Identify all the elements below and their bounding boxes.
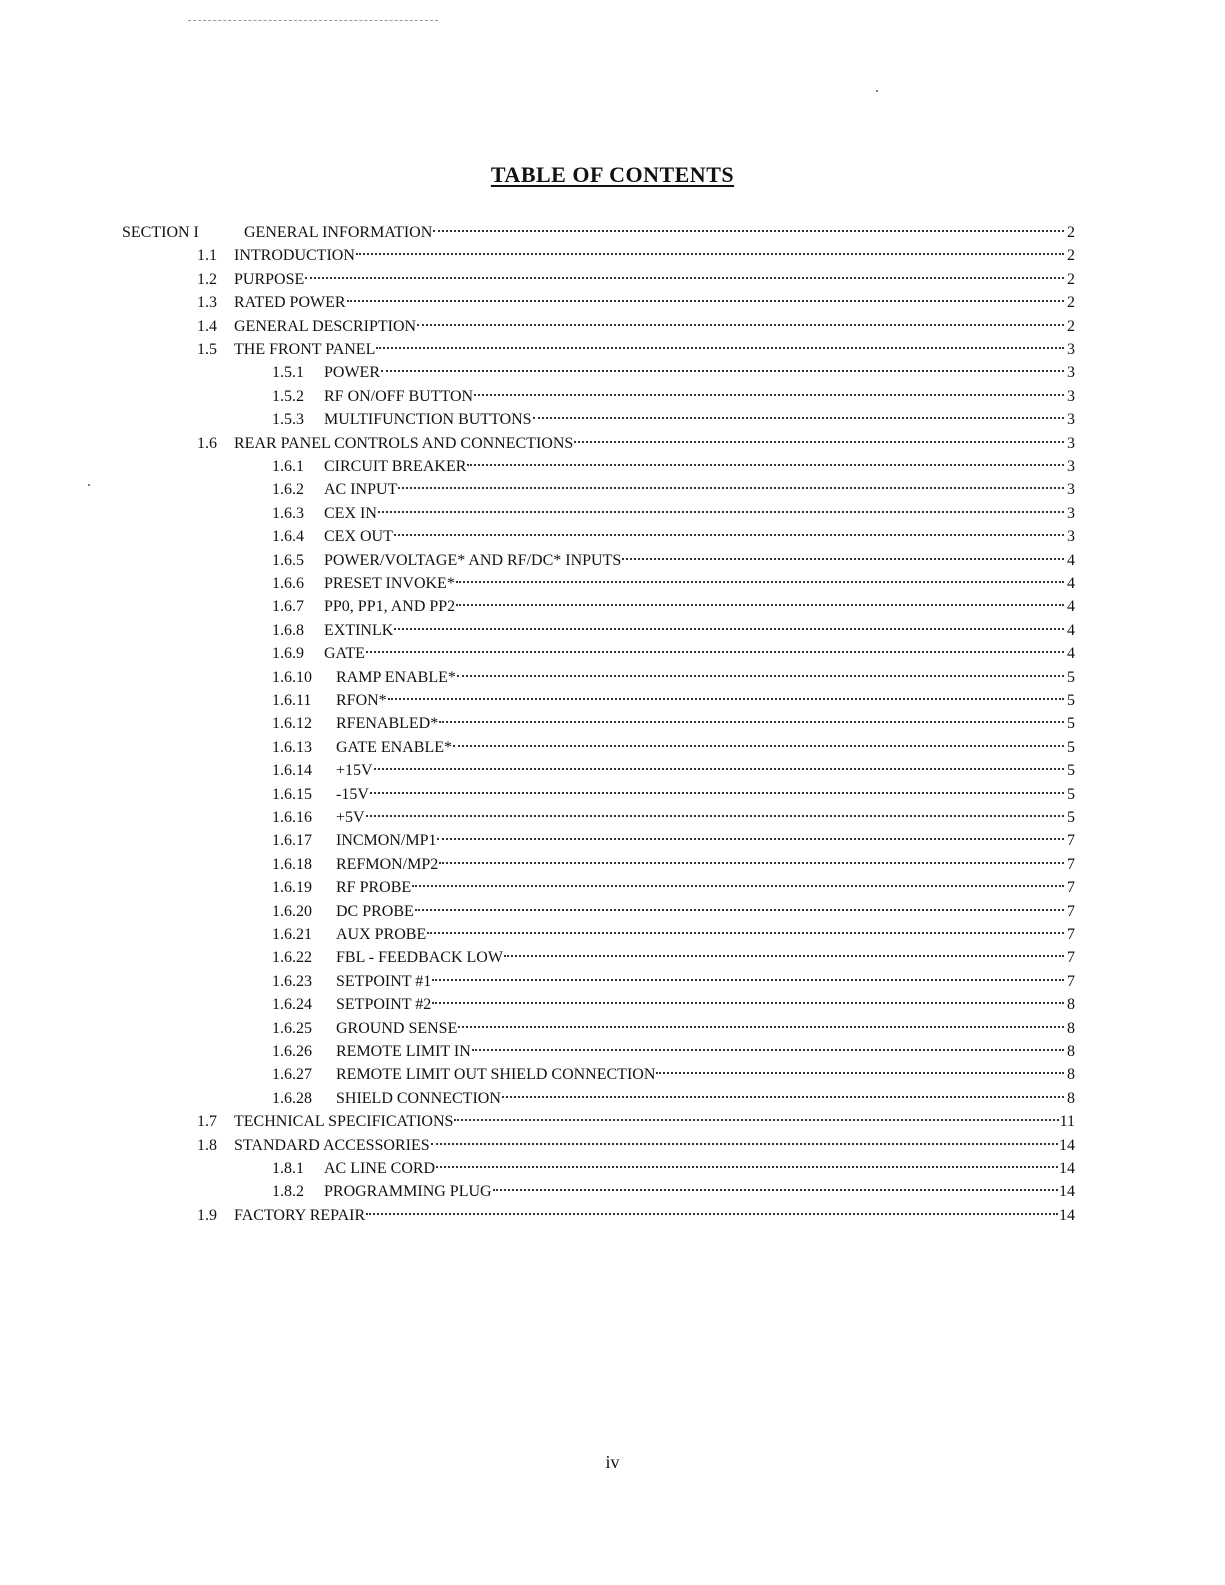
toc-entry-label: POWER [324,364,380,382]
toc-entry [197,1127,1075,1154]
toc-entry-page: 3 [1067,528,1075,546]
dot-leader [347,284,1064,307]
toc-entry-label: MULTIFUNCTION BUTTONS [324,411,532,429]
toc-entry-number: 1.5.2 [272,387,304,405]
toc-entry [272,612,1075,639]
toc-entry [272,1080,1075,1107]
toc-entry-page: 2 [1067,270,1075,288]
toc-entry-page: 5 [1067,715,1075,733]
dot-leader [574,425,1064,448]
toc-entry-label: PP0, PP1, AND PP2 [324,598,456,616]
toc-entry [272,776,1075,803]
toc-entry-label: RATED POWER [234,294,346,312]
toc-entry [272,705,1075,733]
toc-entry-number: 1.6.1 [272,458,304,475]
toc-entry-label: EXTINLK [324,621,394,639]
dot-leader [356,237,1064,260]
toc-entry-label: RAMP ENABLE* [336,668,456,686]
toc-entry-label: REMOTE LIMIT IN [336,1043,471,1060]
toc-entry-number: 1.5.3 [272,411,304,429]
toc-entry-page: 4 [1067,598,1075,616]
toc-entry-number: 1.6.23 [272,972,312,990]
toc-entry [272,916,1075,943]
toc-entry [272,1010,1075,1037]
toc-entry-number: 1.6.26 [272,1043,312,1060]
toc-entry-number: 1.6.20 [272,902,312,920]
dot-leader [456,588,1064,611]
toc-entry-page: 3 [1067,411,1075,429]
toc-entry [272,846,1075,873]
toc-entry-page: 7 [1067,949,1075,967]
toc-entry-label: RF ON/OFF BUTTON [324,387,474,405]
toc-entry-number: 1.6.13 [272,738,312,756]
toc-entry [272,354,1075,382]
toc-entry [272,495,1075,522]
dot-leader [439,846,1064,869]
toc-entry-number: 1.2 [197,270,217,288]
dot-leader [453,729,1064,752]
toc-entry-page: 5 [1067,809,1075,826]
toc-entry-number: 1.6.27 [272,1066,312,1084]
toc-entry-label: SETPOINT #2 [336,996,432,1014]
toc-entry-page: 2 [1067,317,1075,335]
toc-entry-label: -15V [336,785,369,803]
toc-entry [272,635,1075,663]
toc-entry-number: 1.3 [197,294,217,312]
toc-entry [197,1197,1075,1224]
toc-entry-label: RFON* [336,692,387,709]
dot-leader [376,331,1064,354]
toc-entry-page: 4 [1067,645,1075,663]
dot-leader [374,752,1064,775]
toc-entry-number: 1.6.7 [272,598,304,616]
dot-leader [533,401,1064,424]
toc-entry-page: 8 [1067,996,1075,1014]
toc-entry-page: 5 [1067,668,1075,686]
toc-entry-label: THE FRONT PANEL [234,341,376,358]
toc-entry-page: 3 [1067,341,1075,358]
toc-entry-number: 1.8 [197,1136,217,1154]
toc-entry-label: REMOTE LIMIT OUT SHIELD CONNECTION [336,1066,656,1084]
dot-leader [388,682,1064,705]
dot-leader [432,986,1064,1009]
dot-leader [502,1080,1064,1103]
toc-entry-number: 1.4 [197,317,217,335]
toc-entry [272,471,1075,499]
dot-leader [504,939,1064,962]
dot-leader [437,822,1064,845]
toc-entry-label: RFENABLED* [336,715,439,733]
dot-leader [493,1173,1058,1196]
toc-entry-number: 1.6.14 [272,762,312,780]
toc-entry-page: 5 [1067,762,1075,780]
toc-entry-number: 1.6.19 [272,879,312,897]
toc-entry-number: 1.6.17 [272,832,312,850]
toc-entry-page: 3 [1067,364,1075,382]
toc-entry-label: TECHNICAL SPECIFICATIONS [234,1113,454,1131]
toc-entry-number: 1.6.4 [272,528,304,546]
toc-entry [272,939,1075,967]
toc-entry-label: +5V [336,809,365,826]
toc-entry [272,659,1075,686]
toc-entry-page: 4 [1067,551,1075,569]
dot-leader [472,1033,1064,1056]
toc-entry-page: 7 [1067,902,1075,920]
toc-entry [197,308,1075,335]
toc-entry-number: 1.5.1 [272,364,304,382]
toc-entry [272,378,1075,405]
toc-entry-page: 7 [1067,855,1075,873]
toc-entry [197,425,1075,452]
toc-entry-number: 1.6.6 [272,575,304,592]
dot-leader [394,612,1064,635]
toc-entry-label: REFMON/MP2 [336,855,439,873]
toc-entry-label: STANDARD ACCESSORIES [234,1136,430,1154]
toc-entry [272,401,1075,429]
toc-entry-label: INTRODUCTION [234,247,355,265]
toc-entry-number: 1.6.21 [272,926,312,943]
toc-entry-number: SECTION I [122,224,199,241]
dot-leader [378,495,1064,518]
toc-entry-page: 3 [1067,481,1075,499]
toc-entry-number: 1.6.5 [272,551,304,569]
toc-entry [272,799,1075,826]
toc-entry-label: GATE [324,645,365,663]
dot-leader [431,1127,1058,1150]
toc-entry [197,331,1075,358]
toc-entry-label: PRESET INVOKE* [324,575,455,592]
toc-entry-page: 7 [1067,832,1075,850]
scan-artifact-rule [188,20,438,21]
toc-entry-label: AC LINE CORD [324,1160,436,1177]
toc-entry-number: 1.6.8 [272,621,304,639]
toc-entry-number: 1.1 [197,247,217,265]
toc-entry-number: 1.9 [197,1206,217,1224]
toc-entry-label: AUX PROBE [336,926,427,943]
toc-entry-page: 14 [1059,1136,1075,1154]
toc-entry-page: 4 [1067,621,1075,639]
page-title: TABLE OF CONTENTS [490,162,735,187]
scan-speck [876,90,878,92]
dot-leader [417,308,1064,331]
dot-leader [456,565,1064,588]
toc-entry [122,214,1075,241]
toc-entry-label: SHIELD CONNECTION [336,1089,501,1107]
toc-entry-number: 1.6.11 [272,692,312,709]
toc-entry [272,963,1075,990]
toc-entry-label: DC PROBE [336,902,414,920]
toc-entry-page: 3 [1067,504,1075,522]
toc-entry-label: INCMON/MP1 [336,832,437,850]
toc-entry [272,518,1075,546]
toc-entry-label: CEX IN [324,504,377,522]
toc-entry-number: 1.5 [197,341,217,358]
toc-entry-page: 3 [1067,434,1075,452]
dot-leader [398,471,1064,494]
toc-entry-label: GATE ENABLE* [336,738,452,756]
dot-leader [622,542,1064,565]
toc-entry-page: 14 [1059,1206,1075,1224]
toc-entry [272,682,1075,709]
dot-leader [412,869,1064,892]
toc-entry-page: 5 [1067,738,1075,756]
toc-entry-page: 8 [1067,1043,1075,1060]
toc-entry [197,237,1075,265]
toc-entry [272,986,1075,1014]
toc-entry-page: 3 [1067,458,1075,475]
toc-entry-number: 1.6.10 [272,668,312,686]
toc-entry-number: 1.6.15 [272,785,312,803]
toc-entry-page: 7 [1067,926,1075,943]
toc-entry-label: PURPOSE [234,270,305,288]
toc-entry-number: 1.6.3 [272,504,304,522]
dot-leader [415,893,1064,916]
toc-entry-page: 5 [1067,785,1075,803]
dot-leader [457,659,1064,682]
toc-entry [197,1103,1075,1131]
toc-entry-label: CEX OUT [324,528,393,546]
toc-entry-label: RF PROBE [336,879,412,897]
toc-entry [272,1150,1075,1177]
toc-entry [272,822,1075,850]
toc-entry-number: 1.6 [197,434,217,452]
toc-entry-number: 1.8.1 [272,1160,304,1177]
toc-entry [272,542,1075,569]
dot-leader [366,799,1064,822]
toc-entry-label: POWER/VOLTAGE* AND RF/DC* INPUTS [324,551,622,569]
toc-entry-page: 5 [1067,692,1075,709]
toc-entry [272,1033,1075,1060]
toc-entry-label: PROGRAMMING PLUG [324,1183,492,1201]
toc-entry-number: 1.8.2 [272,1183,304,1201]
toc-entry-number: 1.6.9 [272,645,304,663]
toc-entry-label: GROUND SENSE [336,1019,458,1037]
toc-entry-label: FACTORY REPAIR [234,1206,366,1224]
toc-entry [272,448,1075,475]
toc-entry-page: 14 [1059,1183,1075,1201]
toc-entry-page: 8 [1067,1089,1075,1107]
toc-entry-number: 1.6.28 [272,1089,312,1107]
toc-entry-label: AC INPUT [324,481,398,499]
toc-entry-page: 3 [1067,387,1075,405]
toc-entry-label: FBL - FEEDBACK LOW [336,949,503,967]
toc-entry-page: 7 [1067,879,1075,897]
toc-entry-page: 2 [1067,247,1075,265]
toc-entry-number: 1.6.24 [272,996,312,1014]
dot-leader [474,378,1064,401]
toc-entry-number: 1.6.2 [272,481,304,499]
toc-entry-number: 1.7 [197,1113,217,1131]
dot-leader [458,1010,1064,1033]
dot-leader [394,518,1064,541]
dot-leader [432,963,1064,986]
dot-leader [436,1150,1058,1173]
dot-leader [370,776,1064,799]
toc-entry-page: 2 [1067,294,1075,312]
toc-entry [272,869,1075,897]
toc-entry [272,729,1075,756]
toc-entry-page: 8 [1067,1066,1075,1084]
toc-entry-page: 8 [1067,1019,1075,1037]
dot-leader [439,705,1064,728]
dot-leader [454,1103,1058,1126]
dot-leader [467,448,1064,471]
toc-entry [272,1173,1075,1201]
page-number: iv [605,1452,620,1472]
toc-entry-label: GENERAL INFORMATION [244,224,433,241]
dot-leader [305,261,1064,284]
toc-entry-page: 2 [1067,224,1075,241]
toc-entry-label: CIRCUIT BREAKER [324,458,467,475]
toc-entry [272,1056,1075,1084]
toc-entry-label: SETPOINT #1 [336,972,432,990]
dot-leader [366,1197,1058,1220]
toc-entry-page: 11 [1059,1113,1075,1131]
toc-entry-page: 14 [1059,1160,1075,1177]
toc-entry-number: 1.6.22 [272,949,312,967]
toc-entry-page: 7 [1067,972,1075,990]
toc-entry-label: REAR PANEL CONTROLS AND CONNECTIONS [234,434,574,452]
dot-leader [433,214,1064,237]
scan-speck [88,484,90,486]
toc-entry [272,752,1075,780]
toc-entry [272,588,1075,616]
toc-entry-label: GENERAL DESCRIPTION [234,317,417,335]
toc-entry-page: 4 [1067,575,1075,592]
toc-entry-number: 1.6.16 [272,809,312,826]
toc-entry [272,893,1075,920]
toc-entry-label: +15V [336,762,373,780]
toc-entry-number: 1.6.25 [272,1019,312,1037]
dot-leader [381,354,1064,377]
toc-entry-number: 1.6.18 [272,855,312,873]
toc-entry [197,261,1075,288]
dot-leader [656,1056,1064,1079]
toc-entry [197,284,1075,312]
toc-entry-number: 1.6.12 [272,715,312,733]
toc-entry [272,565,1075,592]
dot-leader [427,916,1064,939]
dot-leader [366,635,1064,658]
